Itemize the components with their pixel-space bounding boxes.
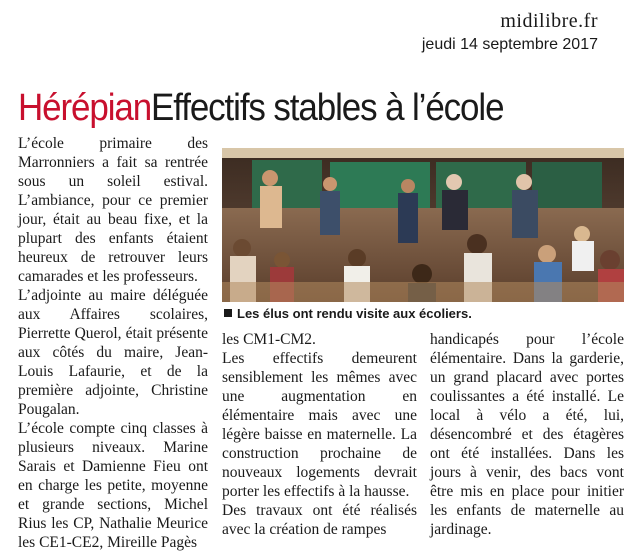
- paragraph: L’adjointe au maire déléguée aux Affaires scolaires, Pierrette Querol, était présente aux côtés du maire, Jean-Louis Lafaurie, et de la première adjointe, Christine Pougalan.: [18, 287, 208, 418]
- classroom-photo: [222, 148, 624, 302]
- site-name: midilibre.fr: [500, 10, 598, 32]
- caption-text: Les élus ont rendu visite aux écoliers.: [237, 306, 472, 321]
- headline-kicker: Hérépian: [18, 87, 152, 129]
- publication-date: jeudi 14 septembre 2017: [421, 36, 598, 53]
- caption-bullet-icon: [224, 309, 232, 317]
- article-column-1: [18, 134, 208, 552]
- headline: [18, 86, 579, 130]
- paragraph: Les effectifs demeurent sensiblement les mêmes avec une augmentation en élémentaire mais avec une légère baisse en maternelle. La construction prochaine de nouveaux logements devrait porter les effectifs à la hausse.: [222, 350, 417, 500]
- headline-title: Effectifs stables à l’école: [151, 87, 504, 129]
- article-column-3: [430, 330, 624, 539]
- photo-caption: [224, 305, 624, 322]
- article-column-2: [222, 330, 417, 539]
- masthead: [422, 8, 598, 56]
- paragraph: handicapés pour l’école élémentaire. Dans la garderie, un grand placard avec portes coulissantes a été installé. Le local à vélo a été, lui, désencombré et des étagères ont été installées. Dans les jours à venir, des bacs vont être mis en place pour initier les enfants de maternelle au jardinage.: [430, 331, 624, 538]
- paragraph: L’école compte cinq classes à plusieurs niveaux. Marine Sarais et Damienne Fieu ont en charge les petite, moyenne et grande sections, Michel Rius les CP, Nathalie Meurice les CE1-CE2, Mireille Pagès: [18, 420, 208, 551]
- paragraph: L’école primaire des Marronniers a fait sa rentrée sous un soleil estival. L’ambiance, pour ce premier jour, était au beau fixe, et la plupart des enfants étaient heureux de retrouver leurs camarades et les professeurs.: [18, 135, 208, 285]
- paragraph: Des travaux ont été réalisés avec la création de rampes: [222, 502, 417, 538]
- article-photo: [222, 148, 624, 302]
- paragraph: les CM1-CM2.: [222, 331, 316, 348]
